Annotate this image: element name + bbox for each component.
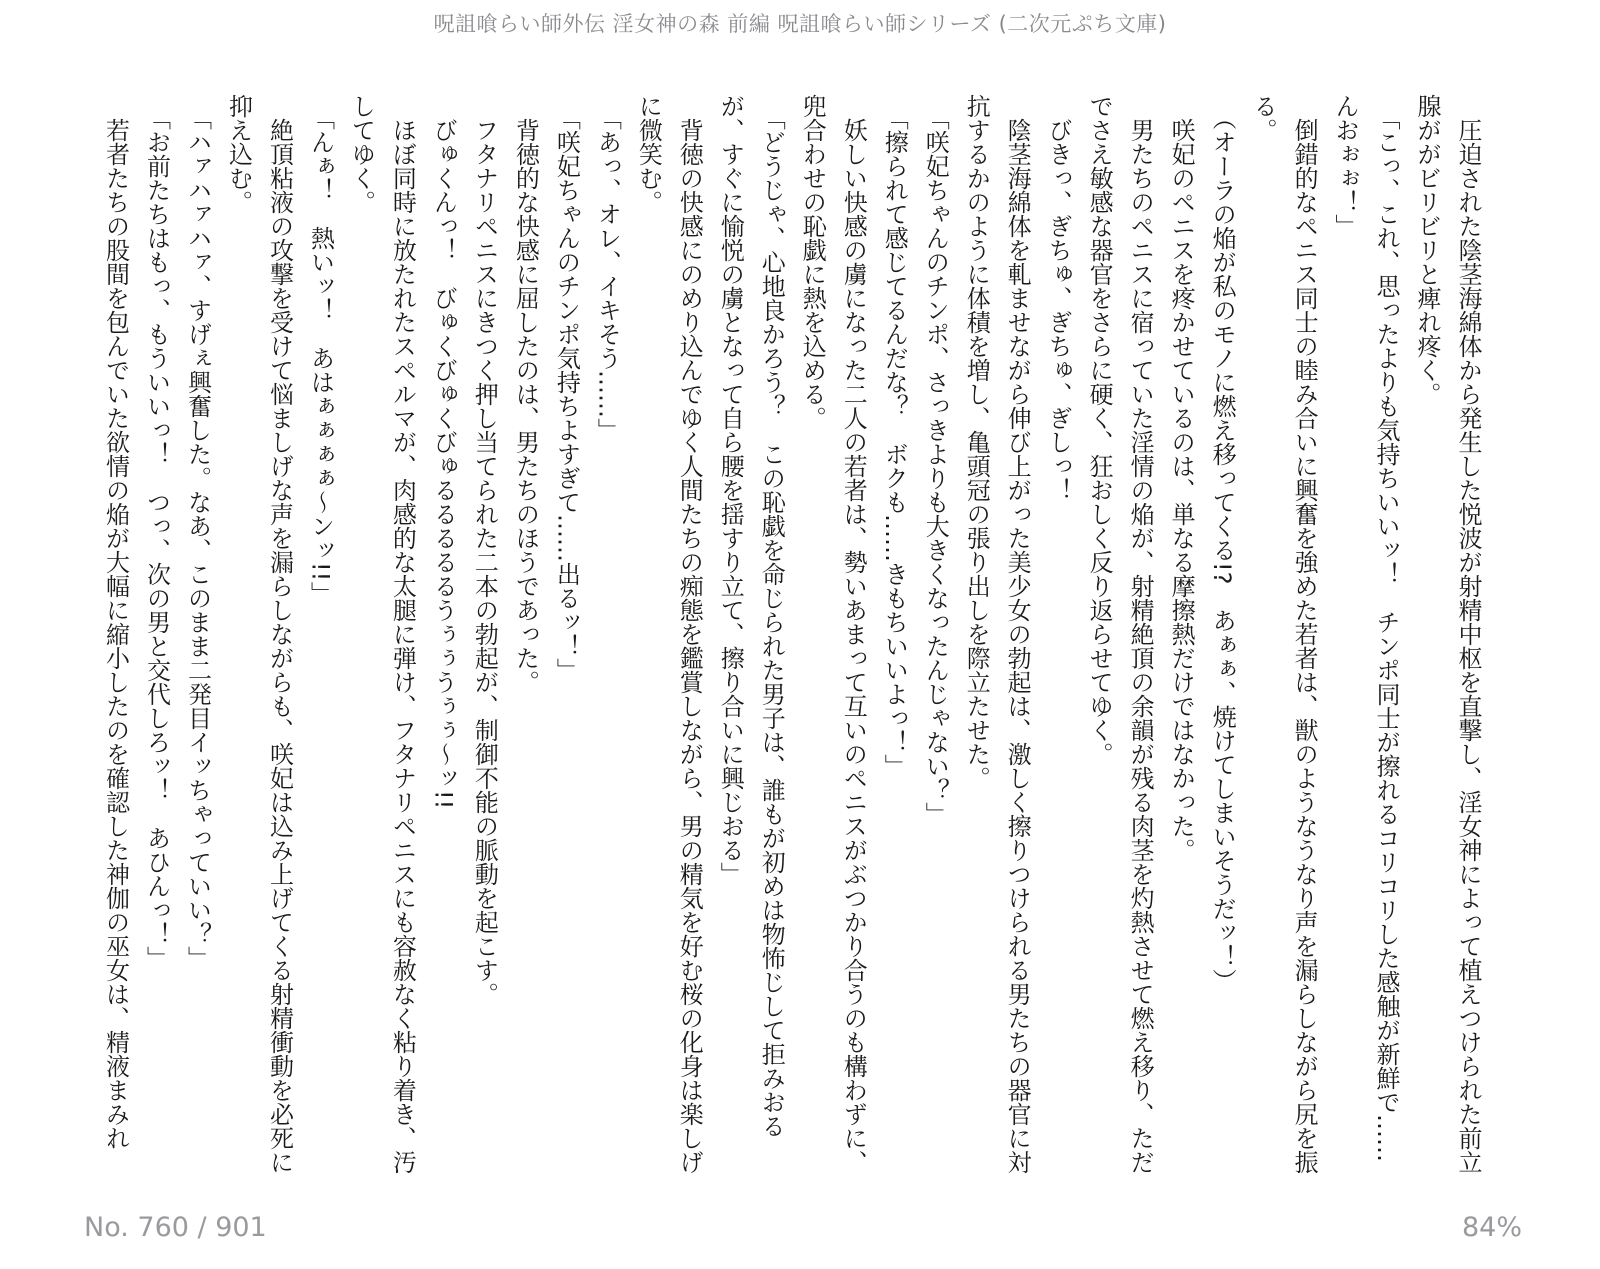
paragraph: 咲妃のペニスを疼かせているのは、単なる摩擦熱だけではなかった。 bbox=[1167, 118, 1196, 862]
paragraph: びきっ、ぎちゅ、ぎちゅ、ぎしっ！ bbox=[1044, 118, 1073, 502]
paragraph: 「んぁ！ 熱いッ！ あはぁぁぁぁ〜ンッ!!」 bbox=[306, 106, 335, 606]
paragraph: 背徳的な快感に屈したのは、男たちのほうであった。 bbox=[511, 118, 540, 694]
paragraph: フタナリペニスにきつく押し当てられた二本の勃起が、制御不能の脈動を起こす。 bbox=[470, 118, 499, 1006]
paragraph: （オーラの焔が私のモノに燃え移ってくる!? あぁぁ、焼けてしまいそうだッ！） bbox=[1208, 106, 1237, 993]
paragraph: 「あっ、オレ、イキそう……」 bbox=[593, 106, 622, 442]
paragraph: 「咲妃ちゃんのチンポ、さっきよりも大きくなったんじゃない？」 bbox=[921, 106, 950, 826]
paragraph: 「咲妃ちゃんのチンポ気持ちよすぎて……出るッ！」 bbox=[552, 106, 581, 682]
paragraph: 背徳の快感にのめり込んでゆく人間たちの痴態を鑑賞しながら、男の精気を好む桜の化身は楽しげに微笑む。 bbox=[634, 94, 704, 1174]
paragraph: 倒錯的なペニス同士の睦み合いに興奮を強めた若者は、獣のようなうなり声を漏らしながら尻を振る。 bbox=[1249, 94, 1319, 1174]
paragraph: 「こっ、これ、思ったよりも気持ちいいッ！ チンポ同士が擦れるコリコリした感触が新鮮で……んおぉぉ！」 bbox=[1331, 94, 1401, 1162]
paragraph: 男たちのペニスに宿っていた淫情の焔が、射精絶頂の余韻が残る肉茎を灼熱させて燃え移り、ただでさえ敏感な器官をさらに硬く、狂おしく反り返らせてゆく。 bbox=[1085, 94, 1155, 1174]
paragraph: 若者たちの股間を包んでいた欲情の焔が大幅に縮小したのを確認した神伽の巫女は、精液まみれ bbox=[101, 118, 130, 1150]
page-text[interactable] bbox=[88, 94, 1488, 1174]
book-title-header: 呪詛喰らい師外伝 淫女神の森 前編 呪詛喰らい師シリーズ (二次元ぷち文庫) bbox=[433, 12, 1167, 36]
paragraph: びゅくんっ！ びゅくびゅくびゅるるるるるうぅぅうぅぅ〜ッ!! bbox=[429, 118, 458, 810]
reading-progress-percent: 84% bbox=[1461, 1212, 1522, 1243]
paragraph: 「お前たちはもっ、もういいっ！ つっ、次の男と交代しろッ！ あひんっ！」 bbox=[142, 106, 171, 970]
paragraph: 陰茎海綿体を軋ませながら伸び上がった美少女の勃起は、激しく擦りつけられる男たちの器官に対抗するかのように体積を増し、亀頭冠の張り出しを際立たせた。 bbox=[962, 94, 1032, 1174]
paragraph: 「擦られて感じてるんだな？ ボクも……きもちいいよっ！」 bbox=[880, 106, 909, 778]
paragraph: 圧迫された陰茎海綿体から発生した悦波が射精中枢を直撃し、淫女神によって植えつけられた前立腺ががビリビリと痺れ疼く。 bbox=[1413, 94, 1482, 1174]
page-number-indicator: No. 760 / 901 bbox=[84, 1212, 267, 1243]
paragraph: ほぼ同時に放たれたスペルマが、肉感的な太腿に弾け、フタナリペニスにも容赦なく粘り着き、汚してゆく。 bbox=[347, 94, 417, 1174]
paragraph: 絶頂粘液の攻撃を受けて悩ましげな声を漏らしながらも、咲妃は込み上げてくる射精衝動を必死に抑え込む。 bbox=[224, 94, 294, 1174]
paragraph: 「どうじゃ、心地良かろう？ この恥戯を命じられた男子は、誰もが初めは物怖じして拒みおるが、すぐに愉悦の虜となって自ら腰を揺すり立て、擦り合いに興じおる」 bbox=[716, 94, 786, 1138]
paragraph: 妖しい快感の虜になった二人の若者は、勢いあまって互いのペニスがぶつかり合うのも構わずに、兜合わせの恥戯に熱を込める。 bbox=[798, 94, 868, 1174]
paragraph: 「ハァハァハァ、すげぇ興奮した。なあ、このまま二発目イッちゃっていい？」 bbox=[183, 106, 212, 970]
